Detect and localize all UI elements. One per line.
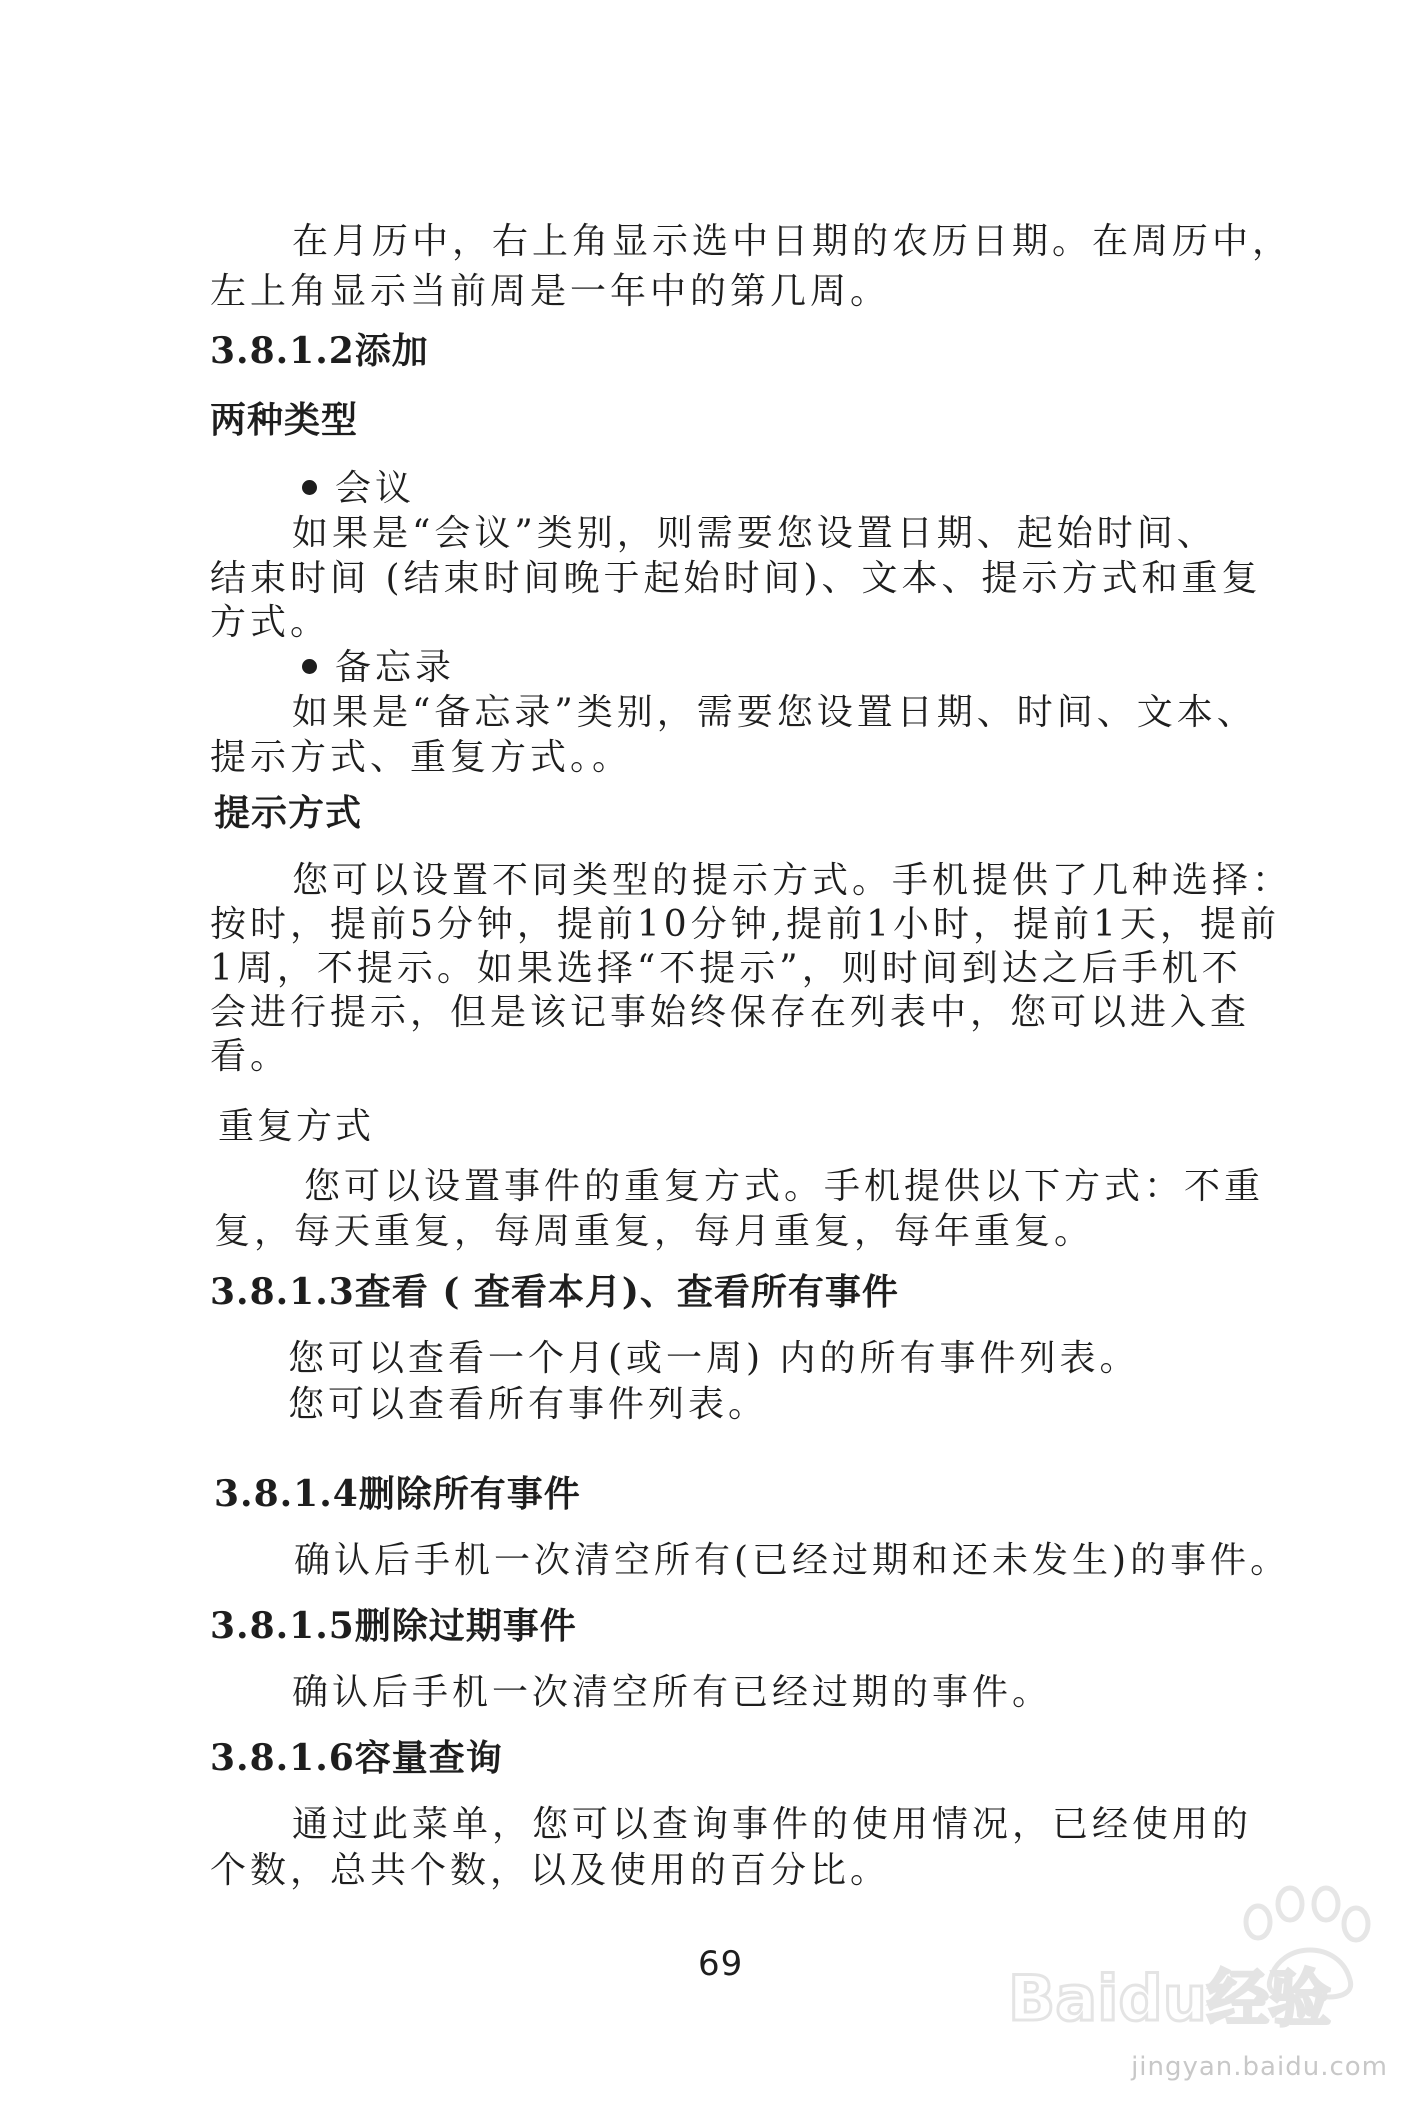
page-number: 69: [698, 1944, 744, 1984]
watermark-brand-text: Baidu经验: [1008, 1962, 1331, 2035]
section-heading: 3.8.1.5删除过期事件: [210, 1605, 577, 1647]
section-heading: 3.8.1.3查看 ( 查看本月)、查看所有事件: [210, 1271, 899, 1313]
bullet-icon: [302, 480, 317, 495]
body-line: 1周，不提示。如果选择“不提示”，则时间到达之后手机不: [210, 948, 1242, 989]
body-line: 在月历中，右上角显示选中日期的农历日期。在周历中，: [292, 221, 1293, 262]
bullet-item: [302, 460, 415, 511]
body-line: 会进行提示，但是该记事始终保存在列表中，您可以进入查: [210, 992, 1251, 1033]
baidu-watermark: [1000, 1870, 1400, 2080]
body-line: 结束时间 (结束时间晚于起始时间)、文本、提示方式和重复: [210, 558, 1262, 599]
sub-heading: 两种类型: [210, 399, 359, 441]
sub-heading: 重复方式: [218, 1106, 375, 1147]
bullet-icon: [302, 659, 317, 674]
sub-heading: 提示方式: [214, 792, 363, 834]
body-line: 您可以设置不同类型的提示方式。手机提供了几种选择：: [292, 860, 1293, 901]
bullet-item: [302, 639, 455, 690]
body-line: 通过此菜单，您可以查询事件的使用情况，已经使用的: [292, 1804, 1253, 1845]
body-line: 个数，总共个数，以及使用的百分比。: [210, 1850, 891, 1891]
section-heading: 3.8.1.4删除所有事件: [214, 1473, 581, 1515]
body-line: 如果是“会议”类别，则需要您设置日期、起始时间、: [292, 513, 1217, 554]
section-heading: 3.8.1.6容量查询: [210, 1737, 503, 1779]
body-line: 看。: [210, 1036, 291, 1077]
body-line: 方式。: [210, 602, 331, 643]
bullet-label: 备忘录: [335, 647, 456, 688]
section-heading: 3.8.1.2添加: [210, 330, 429, 372]
body-line: 确认后手机一次清空所有已经过期的事件。: [292, 1672, 1053, 1713]
body-line: 您可以查看所有事件列表。: [288, 1384, 769, 1425]
body-line: 确认后手机一次清空所有(已经过期和还未发生)的事件。: [294, 1540, 1291, 1581]
body-line: 左上角显示当前周是一年中的第几周。: [210, 271, 891, 312]
body-line: 提示方式、重复方式。。: [210, 737, 633, 778]
body-line: 按时，提前5分钟，提前10分钟,提前1小时，提前1天，提前: [210, 904, 1280, 945]
body-line: 您可以查看一个月(或一周) 内的所有事件列表。: [288, 1338, 1140, 1379]
body-line: 复，每天重复，每周重复，每月重复，每年重复。: [214, 1211, 1095, 1252]
body-line: 您可以设置事件的重复方式。手机提供以下方式：不重: [304, 1166, 1265, 1207]
watermark-url: jingyan.baidu.com: [1131, 2052, 1388, 2082]
bullet-label: 会议: [335, 468, 416, 509]
body-line: 如果是“备忘录”类别，需要您设置日期、时间、文本、: [292, 692, 1257, 733]
